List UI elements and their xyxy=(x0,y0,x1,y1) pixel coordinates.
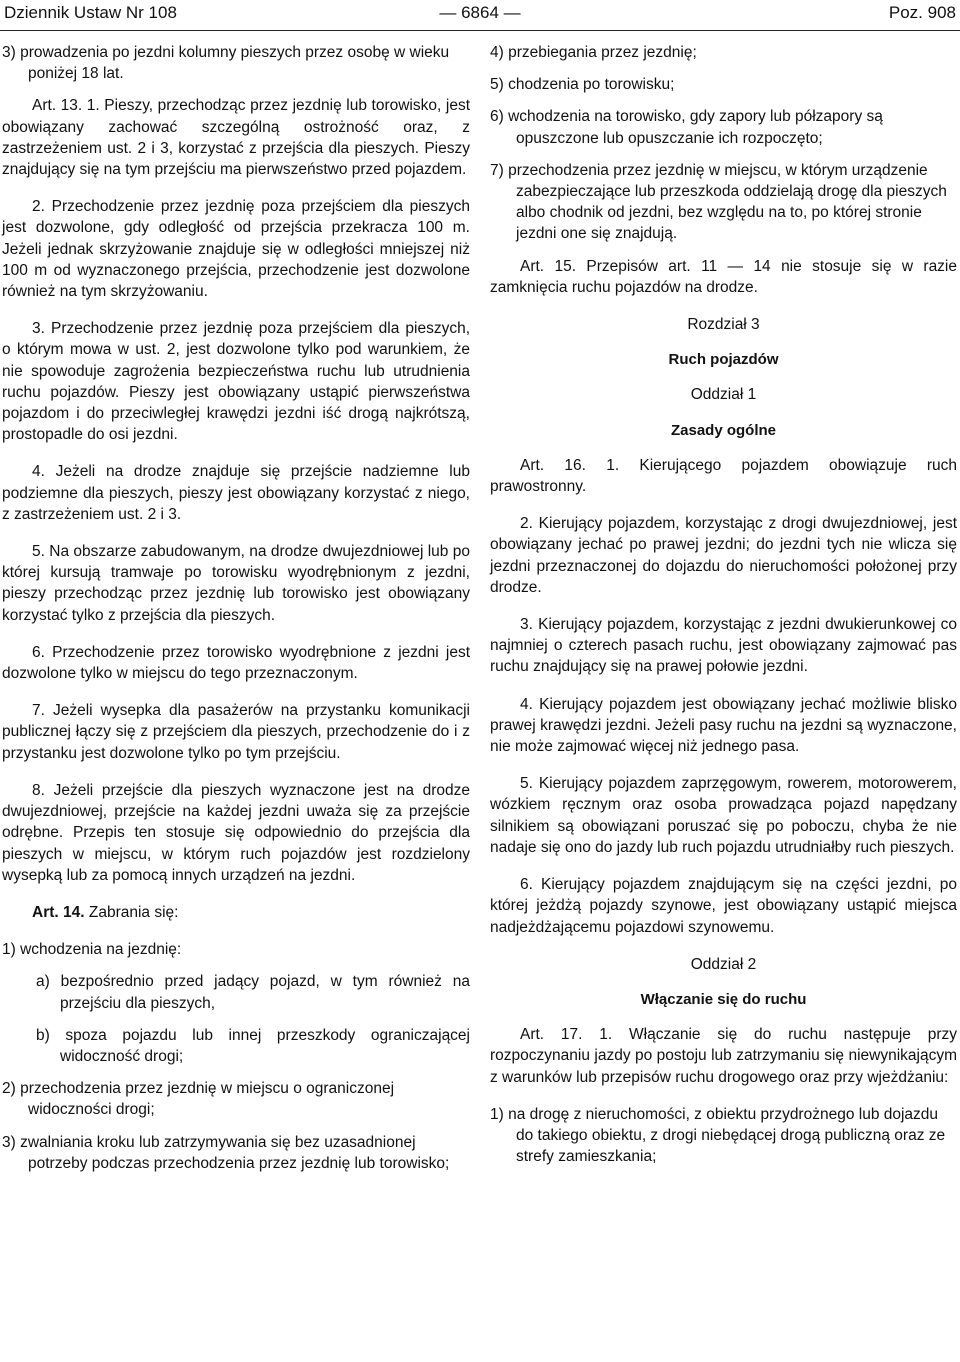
division-title: Zasady ogólne xyxy=(670,421,777,439)
article-16-paragraph-6: 6. Kierujący pojazdem znajdującym się na części jezdni, po której jeżdżą pojazdy szynowe, jest obowiązany ustąpić miejsca nadjeżdżającemu pojazdowi szynowemu. xyxy=(490,876,957,936)
list-item: 2) przechodzenia przez jezdnię w miejscu o ograniczonej widoczności drogi; xyxy=(2,1080,395,1119)
left-column xyxy=(2,42,470,1185)
list-item: 4) przebiegania przez jezdnię; xyxy=(490,44,697,61)
list-item: 5) chodzenia po torowisku; xyxy=(490,76,675,94)
article-16-paragraph-5: 5. Kierujący pojazdem zaprzęgowym, rowerem, motorowerem, wózkiem ręcznym oraz osoba prowadząca pojazd napędzany silnikiem są obowiązani poruszać się po poboczu, chyba że nie nadaje się ono do jazdy lub ruch pojazdu utrudniałby ruch pieszych. xyxy=(490,775,957,856)
page-number: — 6864 — xyxy=(439,3,521,22)
right-column xyxy=(490,42,957,1178)
division-title: Włączanie się do ruchu xyxy=(640,990,807,1008)
article-13-paragraph-5: 5. Na obszarze zabudowanym, na drodze dwujezdniowej lub po której kursują tramwaje po torowisku wyodrębnionym z jezdni, pieszy przechodząc przez jezdnię lub torowisko jest obowiązany korzystać tylko z przejścia dla pieszych. xyxy=(2,543,470,624)
article-16-paragraph-2: 2. Kierujący pojazdem, korzystając z drogi dwujezdniowej, jest obowiązany jechać po prawej jezdni; do jezdni tych nie wlicza się jezdni przeznaczonej do dojazdu do nieruchomości położonej przy drodze. xyxy=(490,515,957,596)
article-16-paragraph-3: 3. Kierujący pojazdem, korzystając z jezdni dwukierunkowej co najmniej o czterech pasach ruchu, jest obowiązany zajmować pas ruchu znajdujący się na prawej połowie jezdni. xyxy=(490,616,957,676)
article-13-paragraph-6: 6. Przechodzenie przez torowisko wyodrębnione z jezdni jest dozwolone tylko w miejscu do tego przeznaczonym. xyxy=(2,643,470,683)
page-header xyxy=(0,0,960,31)
article-15: Art. 15. Przepisów art. 11 — 14 nie stosuje się w razie zamknięcia ruchu pojazdów na drodze. xyxy=(490,257,957,296)
list-item: 3) prowadzenia po jezdni kolumny pieszych przez osobę w wieku poniżej 18 lat. xyxy=(2,44,450,83)
article-13-paragraph-7: 7. Jeżeli wysepka dla pasażerów na przystanku komunikacji publicznej łączy się z przejściem dla pieszych, przechodzenie do i z przystanku jest dozwolone tylko po tym przejściu. xyxy=(2,702,470,762)
article-14-text: Zabrania się: xyxy=(84,903,179,921)
article-13-paragraph-3: 3. Przechodzenie przez jezdnię poza przejściem dla pieszych, o którym mowa w ust. 2, jest dozwolone tylko pod warunkiem, że nie spowoduje zagrożenia bezpieczeństwa ruchu lub utrudnienia ruchu pojazdów. Pieszy jest obowiązany ustąpić pierwszeństwa pojazdom i do przeciwległej krawędzi jezdni iść drogą najkrótszą, prostopadle do osi jezdni. xyxy=(2,320,470,444)
article-13-paragraph-2: 2. Przechodzenie przez jezdnię poza przejściem dla pieszych jest dozwolone, gdy odległość od przejścia przekracza 100 m. Jeżeli jednak skrzyżowanie znajduje się w odległości mniejszej niż 100 m od wyznaczonego przejścia, przechodzenie jest dozwolone również na tym skrzyżowaniu. xyxy=(2,198,470,301)
list-item: 7) przechodzenia przez jezdnię w miejscu, w którym urządzenie zabezpieczające lub przeszkoda oddzielają drogę dla pieszych albo chodnik od jezdni, bez względu na to, po której stronie jezdni one się znajdują. xyxy=(490,161,947,243)
list-item: 1) na drogę z nieruchomości, z obiektu przydrożnego lub dojazdu do takiego obiektu, z drogi niebędącej drogą publiczną oraz ze strefy zamieszkania; xyxy=(490,1105,946,1166)
position-number: Poz. 908 xyxy=(888,3,956,22)
list-item: 6) wchodzenia na torowisko, gdy zapory lub półzapory są opuszczone lub opuszczanie ich rozpoczęto; xyxy=(490,108,883,147)
article-16-paragraph-1: Art. 16. 1. Kierującego pojazdem obowiązuje ruch prawostronny. xyxy=(490,456,957,496)
list-subitem: a) bezpośrednio przed jadący pojazd, w tym również na przejściu dla pieszych, xyxy=(36,973,470,1012)
article-13-paragraph-4: 4. Jeżeli na drodze znajduje się przejście nadziemne lub podziemne dla pieszych, pieszy jest obowiązany korzystać z niego, z zastrzeżeniem ust. 2 i 3. xyxy=(2,463,470,523)
article-17-paragraph-1: Art. 17. 1. Włączanie się do ruchu następuje przy rozpoczynaniu jazdy po postoju lub zatrzymaniu się niewynikającym z warunków lub przepisów ruchu drogowego oraz przy wjeżdżaniu: xyxy=(490,1026,957,1086)
list-subitem: b) spoza pojazdu lub innej przeszkody ograniczającej widoczność drogi; xyxy=(36,1026,470,1065)
chapter-title: Ruch pojazdów xyxy=(668,351,779,369)
article-14-label: Art. 14. xyxy=(32,903,85,921)
journal-title: Dziennik Ustaw Nr 108 xyxy=(4,3,177,22)
division-heading: Oddział 1 xyxy=(690,386,757,404)
article-13-paragraph-8: 8. Jeżeli przejście dla pieszych wyznaczone jest na drodze dwujezdniowej, przejście na każdej jezdni uważa się za przejście odrębne. Przepis ten stosuje się odpowiednio do przejścia dla pieszych w miejscu, w którym ruch pojazdów jest rozdzielony wysepką lub za pomocą innych urządzeń na jezdni. xyxy=(2,781,470,884)
article-13-paragraph-1: Art. 13. 1. Pieszy, przechodząc przez jezdnię lub torowisko, jest obowiązany zachować szczególną ostrożność oraz, z zastrzeżeniem ust. 2 i 3, korzystać z przejścia dla pieszych. Pieszy znajdujący się na tym przejściu ma pierwszeństwo przed pojazdem. xyxy=(2,97,470,179)
division-heading: Oddział 2 xyxy=(690,955,757,973)
list-item: 3) zwalniania kroku lub zatrzymywania się bez uzasadnionej potrzeby podczas przechodzenia przez jezdnię lub torowisko; xyxy=(2,1133,450,1172)
chapter-heading: Rozdział 3 xyxy=(687,316,760,334)
list-item: 1) wchodzenia na jezdnię: xyxy=(2,941,182,959)
article-16-paragraph-4: 4. Kierujący pojazdem jest obowiązany jechać możliwie blisko prawej krawędzi jezdni. Jeżeli pasy ruchu na jezdni są wyznaczone, nie może zajmować więcej niż jednego pasa. xyxy=(490,695,957,756)
article-14-intro xyxy=(2,902,470,923)
